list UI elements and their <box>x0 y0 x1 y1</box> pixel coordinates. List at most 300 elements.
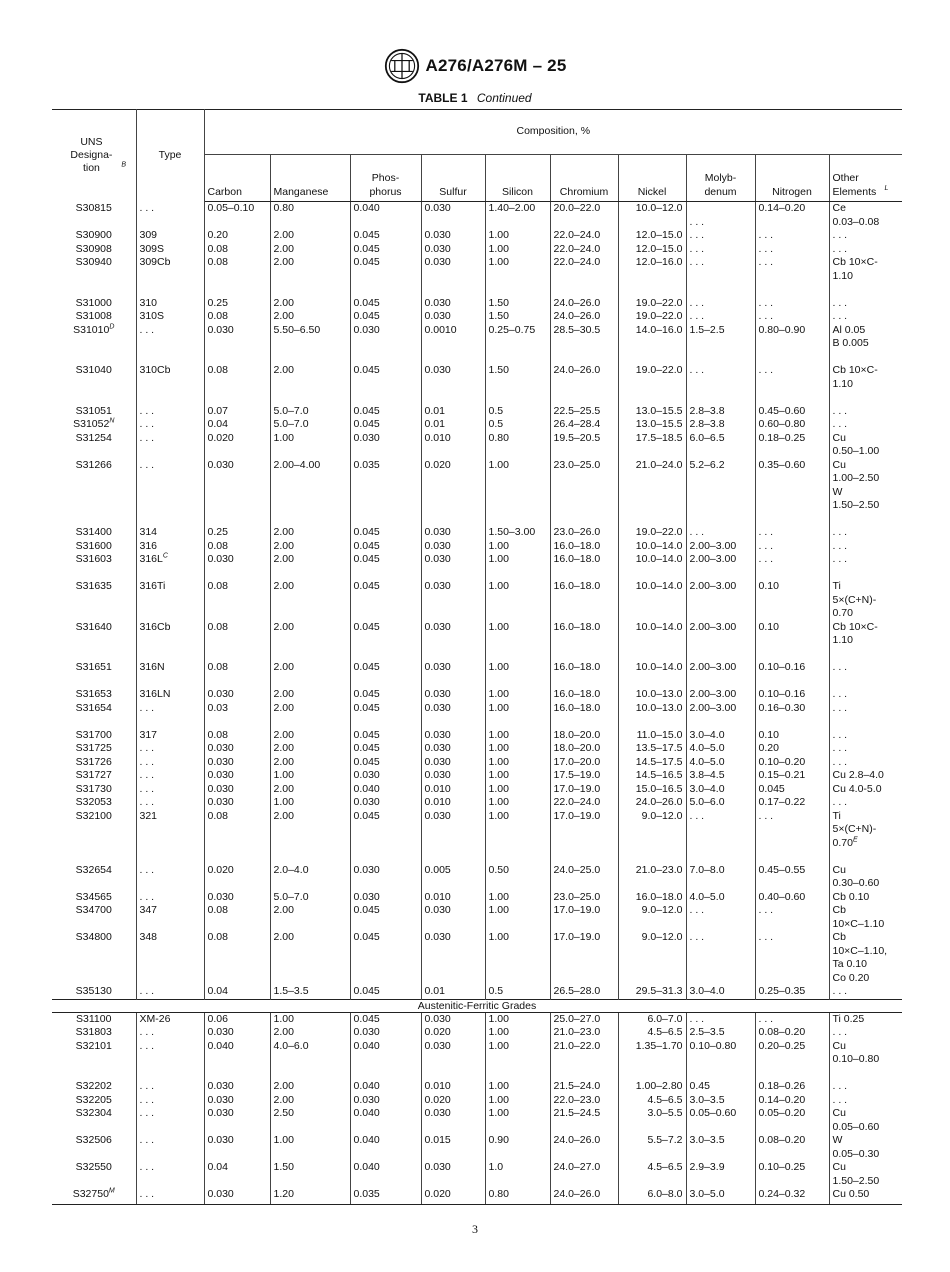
nitrogen-cell-text: . . . <box>758 256 774 268</box>
carbon-cell-text: 0.08 <box>207 661 228 673</box>
carbon-cell <box>204 850 270 891</box>
nitrogen-cell-text: 0.05–0.20 <box>758 1107 806 1119</box>
type-cell-text: . . . <box>139 742 155 754</box>
silicon-cell <box>485 756 550 770</box>
phosphorus-cell-text: 0.030 <box>353 1026 380 1038</box>
other-elements-cell <box>829 756 902 770</box>
nickel-cell-text: 3.0–5.5 <box>647 1107 683 1119</box>
manganese-cell <box>270 756 350 770</box>
other-elements-cell-text: . . . <box>832 229 848 241</box>
phosphorus-cell <box>350 702 421 716</box>
type-cell-text: . . . <box>139 701 155 714</box>
type-cell <box>136 1012 204 1026</box>
molybdenum-cell-text: . . . <box>689 256 705 268</box>
section-row <box>52 999 902 1012</box>
uns-cell <box>52 702 136 716</box>
sulfur-cell <box>421 540 485 554</box>
type-cell <box>136 256 204 283</box>
type-cell-text: . . . <box>139 782 155 795</box>
type-cell <box>136 702 204 716</box>
nickel-cell <box>618 891 686 905</box>
phosphorus-cell-text: 0.045 <box>353 701 380 714</box>
phosphorus-cell <box>350 1026 421 1040</box>
other-elements-cell <box>829 256 902 283</box>
carbon-cell-text: 0.08 <box>207 809 228 822</box>
chromium-cell <box>550 256 618 283</box>
type-cell-text: . . . <box>139 431 155 444</box>
sulfur-cell <box>421 459 485 513</box>
table-row <box>52 1107 902 1134</box>
table-row <box>52 756 902 770</box>
chromium-cell <box>550 756 618 770</box>
molybdenum-cell <box>686 553 755 567</box>
nickel-cell-text: 4.5–6.5 <box>647 1161 683 1173</box>
molybdenum-cell-text: 2.8–3.8 <box>689 418 725 430</box>
chromium-cell-text: 24.0–26.0 <box>553 364 601 376</box>
type-cell <box>136 324 204 351</box>
manganese-cell <box>270 769 350 783</box>
uns-cell <box>52 756 136 770</box>
type-cell <box>136 229 204 243</box>
chromium-cell-text: 21.0–23.0 <box>553 1026 601 1038</box>
other-elements-cell-text: 0.05–0.60 <box>832 1120 880 1133</box>
uns-cell <box>52 459 136 513</box>
manganese-cell-text: 2.00 <box>273 904 294 916</box>
sulfur-cell-text: 0.030 <box>424 755 451 768</box>
nitrogen-cell <box>755 675 829 702</box>
sulfur-cell-text: 0.010 <box>424 796 451 808</box>
phosphorus-cell-text: 0.035 <box>353 458 380 471</box>
uns-cell-text: S31040 <box>75 364 112 376</box>
nickel-cell-text: 9.0–12.0 <box>641 904 683 916</box>
uns-cell-text: S31000 <box>75 296 112 309</box>
type-cell <box>136 931 204 985</box>
type-cell-text: . . . <box>139 201 155 214</box>
col-other-label: Other Elements <box>832 172 877 198</box>
type-cell-text: . . . <box>139 418 155 430</box>
nitrogen-cell-text: 0.14–0.20 <box>758 202 806 214</box>
table-row <box>52 1188 902 1204</box>
other-elements-cell-text: Cu <box>832 1039 846 1052</box>
other-elements-cell-text: Ta 0.10 <box>832 958 867 970</box>
type-cell <box>136 553 204 567</box>
molybdenum-cell <box>686 243 755 257</box>
chromium-cell-text: 17.0–19.0 <box>553 931 601 943</box>
sulfur-cell-text: 0.030 <box>424 296 451 309</box>
molybdenum-cell-text: 3.0–5.0 <box>689 1188 725 1200</box>
chromium-cell <box>550 1188 618 1204</box>
uns-cell-text: S34800 <box>75 931 112 943</box>
manganese-cell <box>270 985 350 999</box>
nitrogen-cell-text: . . . <box>758 310 774 322</box>
silicon-cell <box>485 256 550 283</box>
molybdenum-cell-text: 4.0–5.0 <box>689 742 725 754</box>
nickel-cell <box>618 391 686 418</box>
other-elements-cell <box>829 324 902 351</box>
phosphorus-cell <box>350 256 421 283</box>
uns-cell <box>52 715 136 742</box>
type-cell-text: 309S <box>139 242 165 255</box>
chromium-cell-text: 17.0–19.0 <box>553 782 601 795</box>
carbon-cell <box>204 432 270 459</box>
other-elements-cell-text: Cu <box>832 1161 846 1173</box>
nitrogen-cell-text: 0.40–0.60 <box>758 890 806 903</box>
chromium-cell <box>550 931 618 985</box>
sulfur-cell-text: 0.030 <box>424 364 451 376</box>
other-elements-cell-text: 10×C–1.10, <box>832 944 888 957</box>
type-cell <box>136 621 204 648</box>
nickel-cell-text: 10.0–14.0 <box>635 553 683 565</box>
other-elements-cell-text: Ti <box>832 580 841 592</box>
manganese-cell-text: 4.0–6.0 <box>273 1039 309 1052</box>
table-row <box>52 891 902 905</box>
silicon-cell <box>485 418 550 432</box>
silicon-cell <box>485 1012 550 1026</box>
carbon-cell <box>204 621 270 648</box>
nitrogen-cell <box>755 432 829 459</box>
silicon-cell-text: 1.00 <box>488 904 509 916</box>
silicon-cell-text: 1.00 <box>488 728 509 741</box>
molybdenum-cell <box>686 675 755 702</box>
sulfur-cell <box>421 810 485 851</box>
silicon-cell <box>485 796 550 810</box>
table-row <box>52 310 902 324</box>
col-uns-label: UNS Designa- tion <box>70 136 113 175</box>
sulfur-cell <box>421 931 485 985</box>
type-cell-text: 309Cb <box>139 256 171 268</box>
carbon-cell <box>204 243 270 257</box>
sulfur-cell <box>421 1094 485 1108</box>
nickel-cell-text: 13.0–15.5 <box>635 404 683 417</box>
nitrogen-cell <box>755 1134 829 1161</box>
manganese-cell-text: 2.00 <box>273 539 294 552</box>
silicon-cell-text: 1.00 <box>488 242 509 255</box>
uns-cell <box>52 391 136 418</box>
chromium-cell <box>550 243 618 257</box>
molybdenum-cell-text: 2.00–3.00 <box>689 701 737 714</box>
other-elements-cell-text: 1.10 <box>832 377 853 390</box>
silicon-cell <box>485 648 550 675</box>
col-molybdenum-label: Molyb- denum <box>704 172 737 198</box>
molybdenum-cell <box>686 742 755 756</box>
silicon-cell <box>485 1040 550 1067</box>
uns-cell <box>52 850 136 891</box>
carbon-cell <box>204 567 270 621</box>
molybdenum-cell <box>686 769 755 783</box>
col-silicon-header: Silicon <box>485 155 550 202</box>
sulfur-cell <box>421 1067 485 1094</box>
sulfur-cell <box>421 202 485 230</box>
table-row <box>52 783 902 797</box>
nickel-cell <box>618 904 686 931</box>
nitrogen-cell-text: 0.15–0.21 <box>758 769 806 781</box>
molybdenum-cell <box>686 702 755 716</box>
uns-cell <box>52 1026 136 1040</box>
astm-logo-icon <box>384 48 420 84</box>
manganese-cell <box>270 553 350 567</box>
manganese-cell <box>270 1040 350 1067</box>
carbon-cell <box>204 553 270 567</box>
table-row <box>52 985 902 999</box>
carbon-cell <box>204 283 270 310</box>
carbon-cell <box>204 418 270 432</box>
type-cell-text: 314 <box>139 526 158 538</box>
other-elements-cell <box>829 1134 902 1161</box>
nitrogen-cell-text: 0.45–0.60 <box>758 404 806 417</box>
molybdenum-cell-text: 2.00–3.00 <box>689 661 737 673</box>
carbon-cell <box>204 648 270 675</box>
table-row <box>52 715 902 742</box>
carbon-cell <box>204 742 270 756</box>
other-elements-cell-text: Al 0.05 <box>832 323 866 336</box>
manganese-cell-text: 2.00 <box>273 688 294 700</box>
silicon-cell-text: 1.00 <box>488 1093 509 1106</box>
type-cell <box>136 742 204 756</box>
molybdenum-cell-text: . . . <box>689 215 705 228</box>
manganese-cell <box>270 648 350 675</box>
silicon-cell-text: 0.5 <box>488 418 504 430</box>
molybdenum-cell <box>686 621 755 648</box>
carbon-cell-text: 0.08 <box>207 931 228 943</box>
uns-cell-text: S31635 <box>75 580 112 592</box>
sulfur-cell-text: 0.01 <box>424 985 445 997</box>
type-cell-text: 321 <box>139 809 158 822</box>
phosphorus-cell <box>350 1094 421 1108</box>
other-elements-cell-text: W <box>832 1134 843 1146</box>
col-phosphorus-header <box>350 155 421 202</box>
chromium-cell <box>550 1134 618 1161</box>
manganese-cell-text: 2.00 <box>273 809 294 822</box>
silicon-cell <box>485 229 550 243</box>
carbon-cell-text: 0.06 <box>207 1012 228 1025</box>
carbon-cell-text: 0.08 <box>207 242 228 255</box>
other-elements-cell <box>829 351 902 392</box>
sulfur-cell-text: 0.010 <box>424 1080 451 1092</box>
table-row <box>52 391 902 418</box>
table-label: TABLE 1 <box>418 91 468 105</box>
other-elements-cell <box>829 1040 902 1067</box>
phosphorus-cell <box>350 418 421 432</box>
nickel-cell-text: 4.5–6.5 <box>647 1026 683 1038</box>
carbon-cell-text: 0.040 <box>207 1039 234 1052</box>
type-cell <box>136 1134 204 1161</box>
type-cell-text: 310Cb <box>139 364 171 376</box>
uns-cell <box>52 1107 136 1134</box>
nitrogen-cell <box>755 1188 829 1204</box>
chromium-cell-text: 21.5–24.5 <box>553 1107 601 1119</box>
nitrogen-cell-text: . . . <box>758 809 774 822</box>
other-elements-cell <box>829 675 902 702</box>
col-molybdenum-header <box>686 155 755 202</box>
uns-cell <box>52 283 136 310</box>
phosphorus-cell-text: 0.040 <box>353 202 380 214</box>
other-elements-cell-text: . . . <box>832 310 848 322</box>
other-elements-cell-text: Cu 0.50 <box>832 1188 870 1200</box>
carbon-cell-text: 0.030 <box>207 688 234 700</box>
molybdenum-cell <box>686 783 755 797</box>
nickel-cell <box>618 202 686 230</box>
silicon-cell <box>485 540 550 554</box>
manganese-cell <box>270 1012 350 1026</box>
sulfur-cell <box>421 1040 485 1067</box>
carbon-cell <box>204 1134 270 1161</box>
manganese-cell <box>270 891 350 905</box>
other-elements-cell-text: . . . <box>832 688 848 700</box>
silicon-cell <box>485 391 550 418</box>
nickel-cell-text: 14.5–17.5 <box>635 755 683 768</box>
molybdenum-cell <box>686 904 755 931</box>
nickel-cell <box>618 432 686 459</box>
nickel-cell <box>618 715 686 742</box>
phosphorus-cell <box>350 229 421 243</box>
carbon-cell <box>204 810 270 851</box>
table-row <box>52 931 902 985</box>
col-phosphorus-label: Phos- phorus <box>369 172 402 198</box>
carbon-cell <box>204 1094 270 1108</box>
document-title: A276/A276M – 25 <box>425 56 567 75</box>
silicon-cell <box>485 742 550 756</box>
silicon-cell-text: 1.00 <box>488 553 509 565</box>
nitrogen-cell-text: 0.24–0.32 <box>758 1188 806 1200</box>
phosphorus-cell <box>350 769 421 783</box>
manganese-cell <box>270 904 350 931</box>
sulfur-cell <box>421 310 485 324</box>
silicon-cell-text: 1.00 <box>488 1012 509 1025</box>
chromium-cell-text: 23.0–26.0 <box>553 526 601 538</box>
molybdenum-cell <box>686 1026 755 1040</box>
molybdenum-cell-text: . . . <box>689 229 705 241</box>
sulfur-cell-text: 0.030 <box>424 661 451 673</box>
phosphorus-cell <box>350 243 421 257</box>
uns-cell <box>52 742 136 756</box>
silicon-cell <box>485 459 550 513</box>
molybdenum-cell <box>686 256 755 283</box>
silicon-cell <box>485 1094 550 1108</box>
chromium-cell-text: 20.0–22.0 <box>553 202 601 214</box>
manganese-cell-text: 1.50 <box>273 1161 294 1173</box>
nitrogen-cell-text: 0.35–0.60 <box>758 458 806 471</box>
chromium-cell <box>550 553 618 567</box>
nitrogen-cell-text: 0.08–0.20 <box>758 1134 806 1146</box>
sulfur-cell-text: 0.030 <box>424 526 451 538</box>
uns-cell <box>52 513 136 540</box>
nickel-cell-text: 19.0–22.0 <box>635 296 683 309</box>
molybdenum-cell <box>686 715 755 742</box>
manganese-cell-text: 5.0–7.0 <box>273 404 309 417</box>
nickel-cell <box>618 1107 686 1134</box>
type-cell-text: . . . <box>139 796 155 808</box>
other-elements-cell-text: . . . <box>832 796 848 808</box>
table-row <box>52 1161 902 1188</box>
chromium-cell-text: 25.0–27.0 <box>553 1012 601 1025</box>
manganese-cell <box>270 432 350 459</box>
uns-cell-text: S32101 <box>75 1039 112 1052</box>
phosphorus-cell-text: 0.045 <box>353 742 380 754</box>
silicon-cell <box>485 810 550 851</box>
molybdenum-cell-text: 2.00–3.00 <box>689 620 737 633</box>
nitrogen-cell <box>755 256 829 283</box>
type-cell-text: 316LN <box>139 688 171 700</box>
uns-cell-text: S30940 <box>75 256 112 268</box>
type-cell-text: . . . <box>139 1107 155 1119</box>
silicon-cell-text: 0.5 <box>488 404 504 417</box>
col-chromium-header: Chromium <box>550 155 618 202</box>
other-elements-cell-text: Ti 0.25 <box>832 1012 865 1025</box>
chromium-cell-text: 24.0–26.0 <box>553 1188 601 1200</box>
carbon-cell <box>204 715 270 742</box>
sulfur-cell-text: 0.005 <box>424 863 451 876</box>
type-cell-text: XM-26 <box>139 1012 171 1025</box>
other-elements-cell <box>829 1188 902 1204</box>
type-cell-text: . . . <box>139 755 155 768</box>
silicon-cell <box>485 904 550 931</box>
sulfur-cell-text: 0.030 <box>424 688 451 700</box>
manganese-cell <box>270 796 350 810</box>
uns-cell-text: S31654 <box>75 701 112 714</box>
silicon-cell <box>485 513 550 540</box>
chromium-cell-text: 19.5–20.5 <box>553 431 601 444</box>
phosphorus-cell <box>350 310 421 324</box>
chromium-cell-text: 21.0–22.0 <box>553 1039 601 1052</box>
carbon-cell-text: 0.08 <box>207 539 228 552</box>
sulfur-cell <box>421 1107 485 1134</box>
silicon-cell <box>485 567 550 621</box>
manganese-cell-text: 0.80 <box>273 202 294 214</box>
type-cell <box>136 310 204 324</box>
molybdenum-cell <box>686 850 755 891</box>
silicon-cell <box>485 891 550 905</box>
chromium-cell-text: 28.5–30.5 <box>553 323 601 336</box>
other-elements-cell-text: 1.10 <box>832 634 853 646</box>
type-cell <box>136 1026 204 1040</box>
uns-cell-text: S31700 <box>75 728 112 741</box>
chromium-cell-text: 22.0–23.0 <box>553 1093 601 1106</box>
other-elements-cell-text: 1.00–2.50 <box>832 472 880 484</box>
nickel-cell <box>618 351 686 392</box>
phosphorus-cell-text: 0.045 <box>353 661 380 673</box>
carbon-cell <box>204 513 270 540</box>
phosphorus-cell-text: 0.045 <box>353 404 380 417</box>
molybdenum-cell-text: 2.5–3.5 <box>689 1026 725 1038</box>
nitrogen-cell <box>755 783 829 797</box>
type-cell-text: 316Cb <box>139 620 171 633</box>
silicon-cell <box>485 1107 550 1134</box>
chromium-cell-text: 22.0–24.0 <box>553 229 601 241</box>
nitrogen-cell <box>755 351 829 392</box>
manganese-cell-text: 2.00 <box>273 256 294 268</box>
sulfur-cell <box>421 283 485 310</box>
other-elements-cell-text: Ce <box>832 202 846 214</box>
uns-cell-text: S30900 <box>75 229 112 241</box>
uns-cell <box>52 202 136 230</box>
manganese-cell-text: 1.00 <box>273 1012 294 1025</box>
other-elements-cell-text: . . . <box>832 985 848 997</box>
table-body <box>52 202 902 1205</box>
silicon-cell <box>485 931 550 985</box>
carbon-cell <box>204 459 270 513</box>
document-header <box>0 48 950 84</box>
silicon-cell-text: 0.80 <box>488 1188 509 1200</box>
nitrogen-cell-text: . . . <box>758 229 774 241</box>
manganese-cell <box>270 931 350 985</box>
phosphorus-cell <box>350 324 421 351</box>
sulfur-cell-text: 0.020 <box>424 458 451 471</box>
nitrogen-cell <box>755 459 829 513</box>
sulfur-cell <box>421 567 485 621</box>
uns-cell-text: S31051 <box>75 404 112 417</box>
carbon-cell-text: 0.04 <box>207 1161 228 1173</box>
nitrogen-cell-text: 0.20 <box>758 742 779 754</box>
